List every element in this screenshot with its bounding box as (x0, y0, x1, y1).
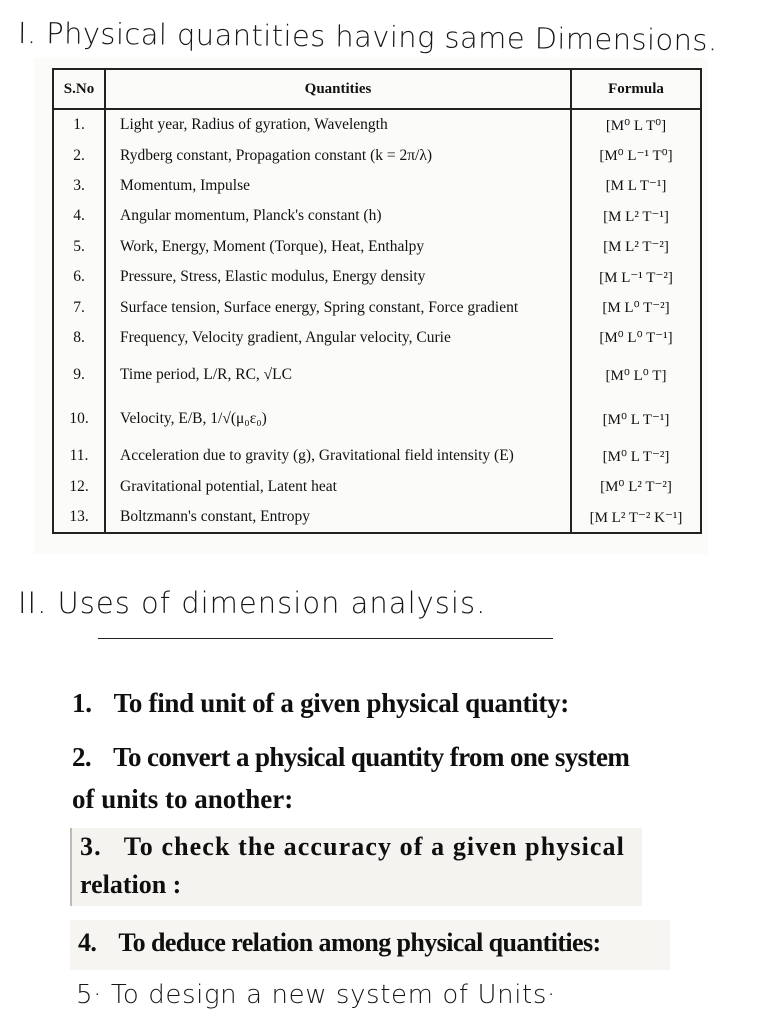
handwritten-use-5: 5· To design a new system of Units· (76, 980, 556, 1010)
use-number: 1. (72, 688, 92, 718)
use-text: To convert a physical quantity from one system (113, 742, 630, 772)
table-row (53, 353, 701, 397)
row-number: 5. (53, 232, 105, 262)
table-row (53, 109, 701, 140)
row-quantities: Light year, Radius of gyration, Wavelength (120, 116, 388, 134)
header-sno: S.No (53, 69, 105, 109)
row-formula: [M⁰ L T⁰] (571, 109, 701, 140)
row-number: 9. (53, 353, 105, 397)
row-formula: [M⁰ L² T⁻²] (571, 472, 701, 502)
use-item-4 (78, 928, 601, 958)
table-row (53, 262, 701, 292)
row-formula: [M L² T⁻²] (571, 232, 701, 262)
use-text: To check the accuracy of a given physical (123, 832, 625, 861)
use-number: 3. (80, 832, 102, 861)
use-number: 4. (78, 928, 97, 957)
row-quantities: Acceleration due to gravity (g), Gravitational field intensity (E) (120, 447, 514, 465)
dimensions-table (52, 68, 702, 534)
use-item-2 (72, 742, 629, 773)
table-row (53, 397, 701, 441)
use-item-1 (72, 688, 569, 719)
use-text: To deduce relation among physical quantities: (118, 928, 601, 957)
row-formula: [M L⁰ T⁻²] (571, 292, 701, 322)
row-quantities: Velocity, E/B, 1/√(μ₀ε₀) (120, 410, 267, 428)
row-formula: [M⁰ L⁻¹ T⁰] (571, 140, 701, 170)
header-formula: Formula (571, 69, 701, 109)
heading-underline (98, 638, 553, 639)
row-number: 1. (53, 109, 105, 140)
table-row (53, 292, 701, 322)
section1-heading: I. Physical quantities having same Dimensions. (17, 16, 718, 58)
row-quantities: Angular momentum, Planck's constant (h) (120, 207, 382, 225)
row-quantities: Surface tension, Surface energy, Spring constant, Force gradient (120, 298, 519, 316)
table-row (53, 472, 701, 502)
row-formula: [M L² T⁻² K⁻¹] (571, 502, 701, 533)
row-formula: [M L T⁻¹] (571, 171, 701, 201)
use-item-2-continued: of units to another: (72, 784, 294, 814)
row-quantities: Gravitational potential, Latent heat (120, 477, 337, 495)
row-quantities: Time period, L/R, RC, √LC (120, 366, 292, 384)
row-number: 10. (53, 397, 105, 441)
table-row (53, 502, 701, 533)
row-formula: [M⁰ L T⁻¹] (571, 397, 701, 441)
row-formula: [M L⁻¹ T⁻²] (571, 262, 701, 292)
row-quantities: Work, Energy, Moment (Torque), Heat, Enthalpy (120, 237, 425, 255)
table-row (53, 140, 701, 170)
section2-heading: II. Uses of dimension analysis. (18, 586, 487, 620)
row-formula: [M⁰ L T⁻²] (571, 441, 701, 471)
table-header-row (53, 69, 701, 109)
row-quantities: Frequency, Velocity gradient, Angular velocity, Curie (120, 328, 451, 346)
use-number: 2. (72, 742, 92, 772)
row-quantities: Rydberg constant, Propagation constant (k = 2π/λ) (120, 146, 433, 164)
row-number: 13. (53, 502, 105, 533)
row-formula: [M⁰ L⁰ T] (571, 353, 701, 397)
use-item-3 (80, 832, 625, 862)
row-number: 6. (53, 262, 105, 292)
row-number: 4. (53, 201, 105, 231)
use-text: To find unit of a given physical quantity: (113, 688, 569, 718)
row-quantities: Pressure, Stress, Elastic modulus, Energy density (120, 268, 426, 286)
row-formula: [M L² T⁻¹] (571, 201, 701, 231)
table-row (53, 232, 701, 262)
row-number: 3. (53, 171, 105, 201)
table-row (53, 323, 701, 353)
table-row (53, 441, 701, 471)
dimensions-table-area (34, 58, 708, 554)
row-number: 12. (53, 472, 105, 502)
header-quantities: Quantities (105, 69, 571, 109)
table-row (53, 201, 701, 231)
row-quantities: Boltzmann's constant, Entropy (120, 508, 311, 526)
row-number: 7. (53, 292, 105, 322)
row-number: 2. (53, 140, 105, 170)
row-quantities: Momentum, Impulse (120, 176, 251, 194)
row-formula: [M⁰ L⁰ T⁻¹] (571, 323, 701, 353)
table-row (53, 171, 701, 201)
row-number: 8. (53, 323, 105, 353)
use-item-3-continued: relation : (80, 870, 182, 899)
row-number: 11. (53, 441, 105, 471)
